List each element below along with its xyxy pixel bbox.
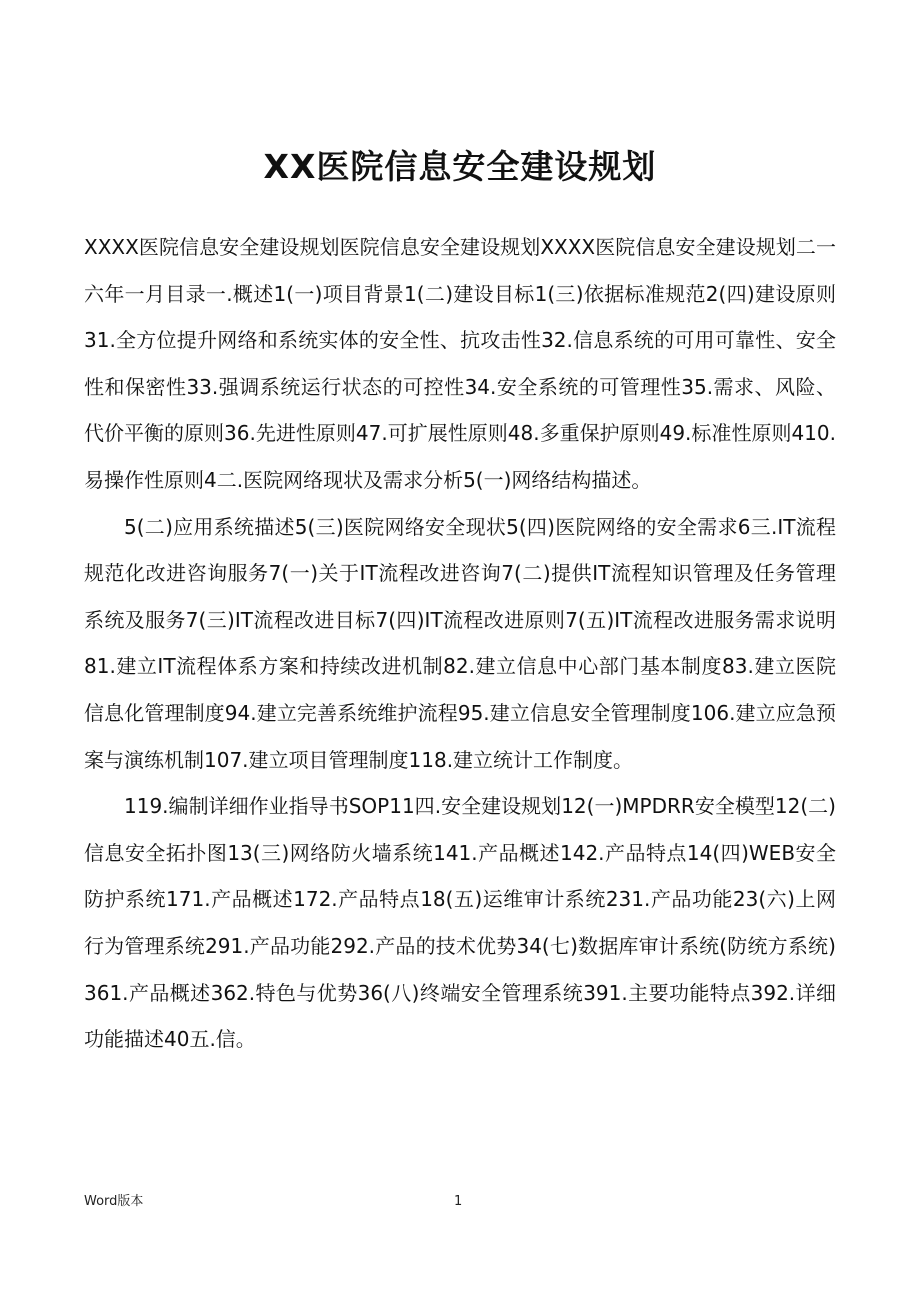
footer-page-number: 1 — [454, 1194, 463, 1209]
paragraph-2: 5(二)应用系统描述5(三)医院网络安全现状5(四)医院网络的安全需求6三.IT流程规范化改进咨询服务7(一)关于IT流程改进咨询7(二)提供IT流程知识管理及任务管理系统及服务7(三)IT流程改进目标7(四)IT流程改进原则7(五)IT流程改进服务需求说明81.建立IT流程体系方案和持续改进机制82.建立信息中心部门基本制度83.建立医院信息化管理制度94.建立完善系统维护流程95.建立信息安全管理制度106.建立应急预案与演练机制107.建立项目管理制度118.建立统计工作制度。 — [84, 514, 836, 772]
paragraph-1: XXXX医院信息安全建设规划医院信息安全建设规划XXXX医院信息安全建设规划二一六年一月目录一.概述1(一)项目背景1(二)建设目标1(三)依据标准规范2(四)建设原则31.全方位提升网络和系统实体的安全性、抗攻击性32.信息系统的可用可靠性、安全性和保密性33.强调系统运行状态的可控性34.安全系统的可管理性35.需求、风险、代价平衡的原则36.先进性原则47.可扩展性原则48.多重保护原则49.标准性原则410.易操作性原则4二.医院网络现状及需求分析5(一)网络结构描述。 — [84, 235, 836, 492]
document-title: XX医院信息安全建设规划 — [263, 147, 657, 186]
document-body — [84, 224, 836, 1063]
paragraph-3: 119.编制详细作业指导书SOP11四.安全建设规划12(一)MPDRR安全模型12(二)信息安全拓扑图13(三)网络防火墙系统141.产品概述142.产品特点14(四)WEB安全防护系统171.产品概述172.产品特点18(五)运维审计系统231.产品功能23(六)上网行为管理系统291.产品功能292.产品的技术优势34(七)数据库审计系统(防统方系统)361.产品概述362.特色与优势36(八)终端安全管理系统391.主要功能特点392.详细功能描述40五.信。 — [84, 794, 836, 1052]
footer-version-label: Word版本 — [84, 1194, 144, 1209]
